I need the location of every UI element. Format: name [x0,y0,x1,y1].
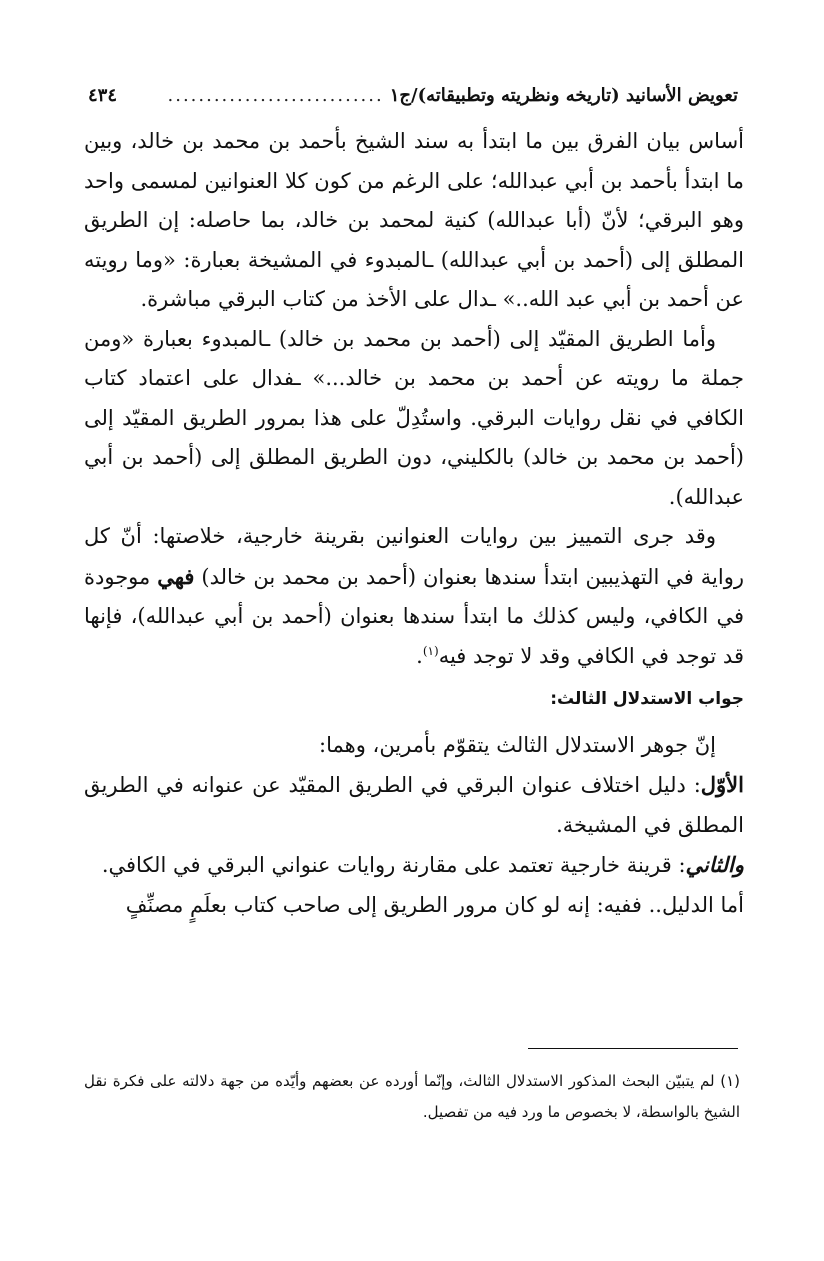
footnote-marker: (١) [720,1072,740,1090]
footnote-item [84,1066,740,1128]
paragraph-3 [84,517,744,676]
paragraph-5 [84,765,744,845]
header-title: تعويض الأسانيد (تاريخه ونظريته وتطبيقاته)/ج١ [389,84,738,106]
page-number: ٤٣٤ [88,84,118,106]
paragraph-2: وأما الطريق المقيّد إلى (أحمد بن محمد بن خالد) ـالمبدوء بعبارة «ومن جملة ما رويته عن أحمد بن محمد بن خالد...» ـفدال على اعتماد كتاب الكافي في نقل روايات البرقي. واستُدِلّ على هذا بمرور الطريق المقيّد إلى (أحمد بن محمد بن خالد) بالكليني، دون الطريق المطلق إلى (أحمد بن أبي عبدالله). [84,326,744,509]
footnote-text: لم يتبيّن البحث المذكور الاستدلال الثالث، وإنّما أورده عن بعضهم وأيّده من جهة دلالته على فكرة نقل الشيخ بالواسطة، لا بخصوص ما ورد فيه من تفصيل. [84,1072,740,1121]
footnote-divider [528,1048,738,1049]
paragraph-3-text-a: وقد جرى التمييز بين روايات العنوانين بقرينة خارجية، خلاصتها: أنّ كل رواية في التهذيبين ابتدأ سندها بعنوان (أحمد بن محمد بن خالد) [84,524,744,589]
header-leader-dots: ............................ [167,84,384,106]
paragraph-1: أساس بيان الفرق بين ما ابتدأ به سند الشيخ بأحمد بن محمد بن خالد، وبين ما ابتدأ بأحمد بن أبي عبدالله؛ على الرغم من كون كلا العنوانين لمسمى واحد وهو البرقي؛ لأنّ (أبا عبدالله) كنية لمحمد بن خالد، بما حاصله: إن الطريق المطلق إلى (أحمد بن أبي عبدالله) ـالمبدوء في المشيخة بعبارة: «وما رويته عن أحمد بن أبي عبد الله..» ـدال على الأخذ من كتاب البرقي مباشرة. [84,129,744,311]
paragraph-5-lead: الأوّل [700,772,744,797]
main-text [84,122,744,925]
paragraph-5-text: : دليل اختلاف عنوان البرقي في الطريق المقيّد عن عنوانه في الطريق المطلق في المشيخة. [84,773,744,837]
paragraph-4: إنّ جوهر الاستدلال الثالث يتقوّم بأمرين، وهما: [319,732,716,757]
paragraph-6 [84,845,744,886]
footnotes [84,1066,740,1128]
paragraph-3-end: . [416,643,423,668]
paragraph-3-text-b: موجودة في الكافي، وليس كذلك ما ابتدأ سندها بعنوان (أحمد بن أبي عبدالله)، فإنها قد توجد في الكافي وقد لا توجد فيه [84,564,744,668]
paragraph-6-lead: والثاني [685,852,744,877]
paragraph-7: أما الدليل.. ففيه: إنه لو كان مرور الطريق إلى صاحب كتاب بعلَمٍ مصنِّفٍ [125,892,744,917]
section-heading: جواب الاستدلال الثالث: [550,689,744,709]
running-header [88,78,738,112]
paragraph-3-bold-word: فهي [157,563,195,589]
footnote-reference[interactable]: (١) [422,643,439,658]
paragraph-6-text: : قرينة خارجية تعتمد على مقارنة روايات عنواني البرقي في الكافي. [101,853,686,877]
